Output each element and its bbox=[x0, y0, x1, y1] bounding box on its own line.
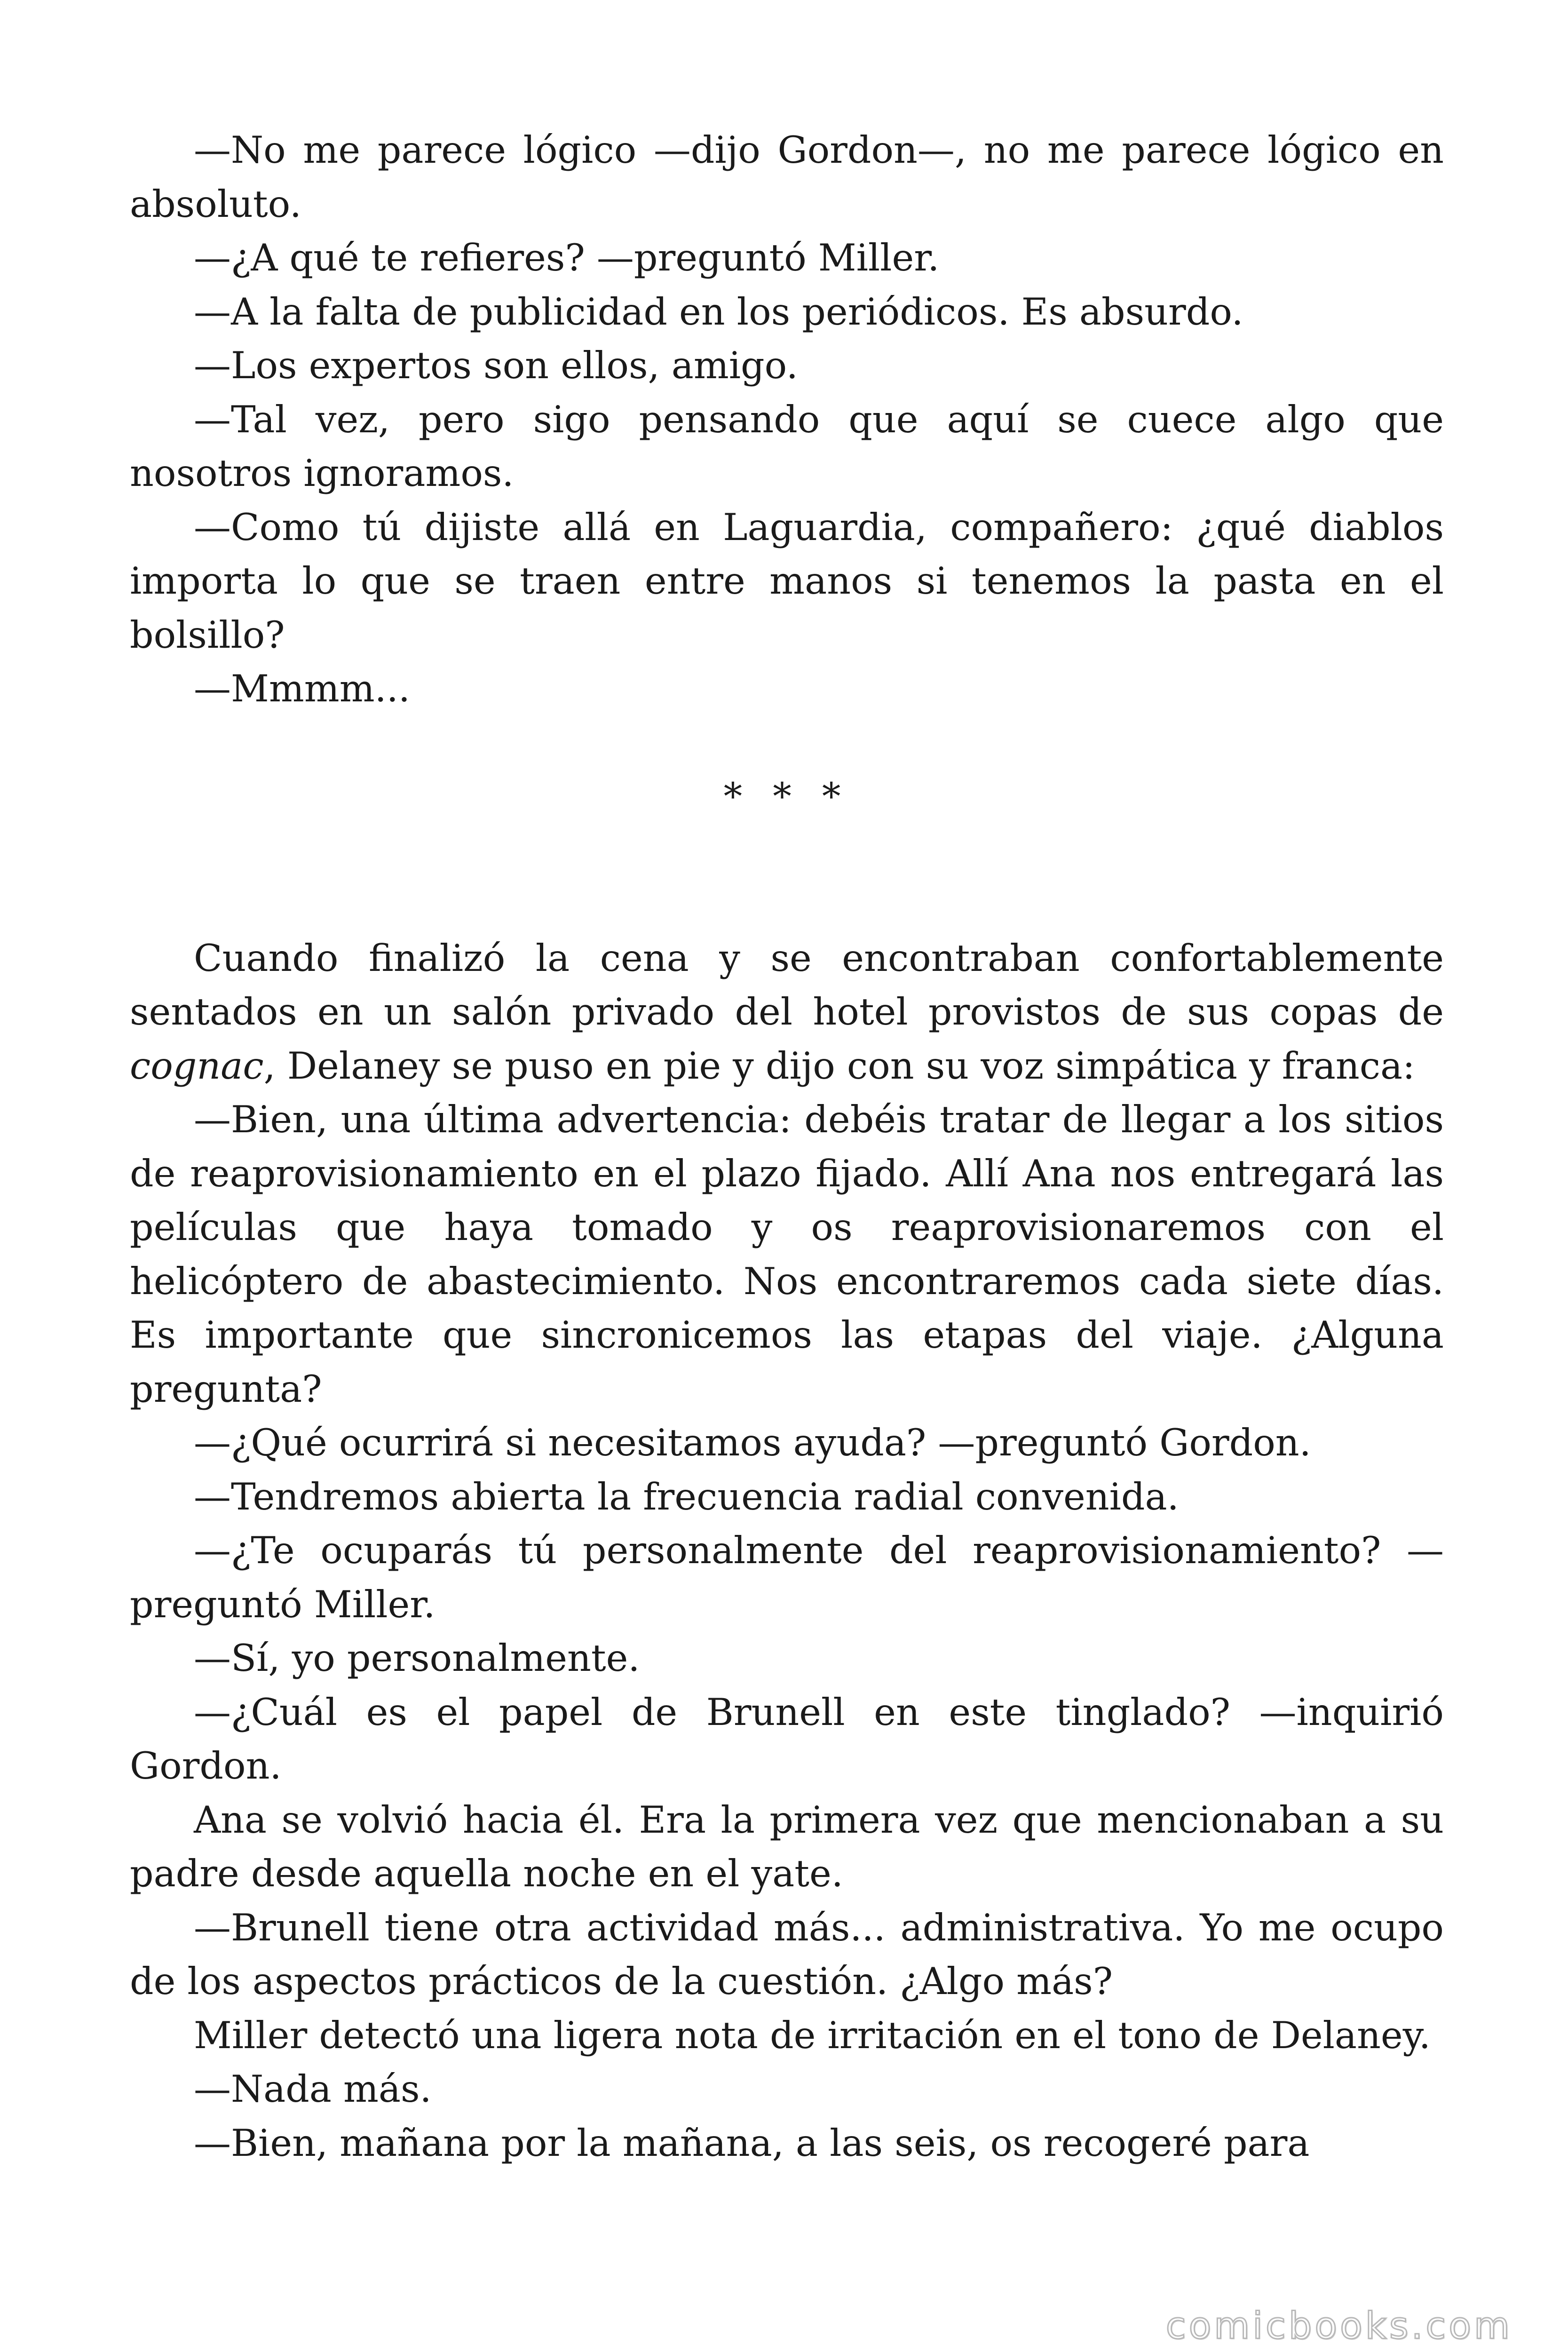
paragraph-8-italic: cognac bbox=[130, 1044, 264, 1088]
paragraph-10: —¿Qué ocurrirá si necesitamos ayuda? —preguntó Gordon. bbox=[194, 1421, 1311, 1464]
paragraph-8-after: , Delaney se puso en pie y dijo con su voz simpática y franca: bbox=[263, 1044, 1415, 1088]
scene-break: * * * bbox=[723, 774, 850, 818]
paragraph-5: —Tal vez, pero sigo pensando que aquí se cuece algo que nosotros ignoramos. bbox=[130, 397, 1444, 495]
paragraph-8 bbox=[130, 931, 1444, 1093]
paragraph-7: —Mmmm... bbox=[194, 667, 410, 710]
paragraph-8-before: Cuando finalizó la cena y se encontraban confortablemente sentados en un salón privado del hotel provistos de sus copas de bbox=[130, 936, 1444, 1033]
paragraph-18: —Nada más. bbox=[194, 2067, 432, 2111]
page-text bbox=[130, 123, 1444, 2170]
paragraph-3: —A la falta de publicidad en los periódicos. Es absurdo. bbox=[194, 290, 1243, 334]
paragraph-12: —¿Te ocuparás tú personalmente del reaprovisionamiento? —preguntó Miller. bbox=[130, 1529, 1444, 1626]
watermark-text: comicbooks.com bbox=[1165, 2305, 1513, 2347]
paragraph-11: —Tendremos abierta la frecuencia radial convenida. bbox=[194, 1475, 1179, 1518]
paragraph-1: —No me parece lógico —dijo Gordon—, no me parece lógico en absoluto. bbox=[130, 128, 1444, 226]
paragraph-6: —Como tú dijiste allá en Laguardia, compañero: ¿qué diablos importa lo que se traen entre manos si tenemos la pasta en el bolsillo? bbox=[130, 505, 1444, 657]
paragraph-17: Miller detectó una ligera nota de irritación en el tono de Delaney. bbox=[194, 2013, 1431, 2057]
paragraph-15: Ana se volvió hacia él. Era la primera vez que mencionaban a su padre desde aquella noche en el yate. bbox=[130, 1798, 1444, 1895]
paragraph-19: —Bien, mañana por la mañana, a las seis, os recogeré para bbox=[194, 2121, 1310, 2165]
paragraph-14: —¿Cuál es el papel de Brunell en este tinglado? —inquirió Gordon. bbox=[130, 1690, 1444, 1788]
paragraph-4: —Los expertos son ellos, amigo. bbox=[194, 344, 798, 387]
paragraph-13: —Sí, yo personalmente. bbox=[194, 1637, 640, 1680]
paragraph-9: —Bien, una última advertencia: debéis tratar de llegar a los sitios de reaprovisionamiento en el plazo fijado. Allí Ana nos entregará las películas que haya tomado y os reaprovisionaremos con el helicóptero de abastecimiento. Nos encontraremos cada siete días. Es importante que sincronicemos las etapas del viaje. ¿Alguna pregunta? bbox=[130, 1098, 1444, 1411]
paragraph-2: —¿A qué te refieres? —preguntó Miller. bbox=[194, 236, 940, 279]
paragraph-16: —Brunell tiene otra actividad más... administrativa. Yo me ocupo de los aspectos prácticos de la cuestión. ¿Algo más? bbox=[130, 1906, 1444, 2003]
